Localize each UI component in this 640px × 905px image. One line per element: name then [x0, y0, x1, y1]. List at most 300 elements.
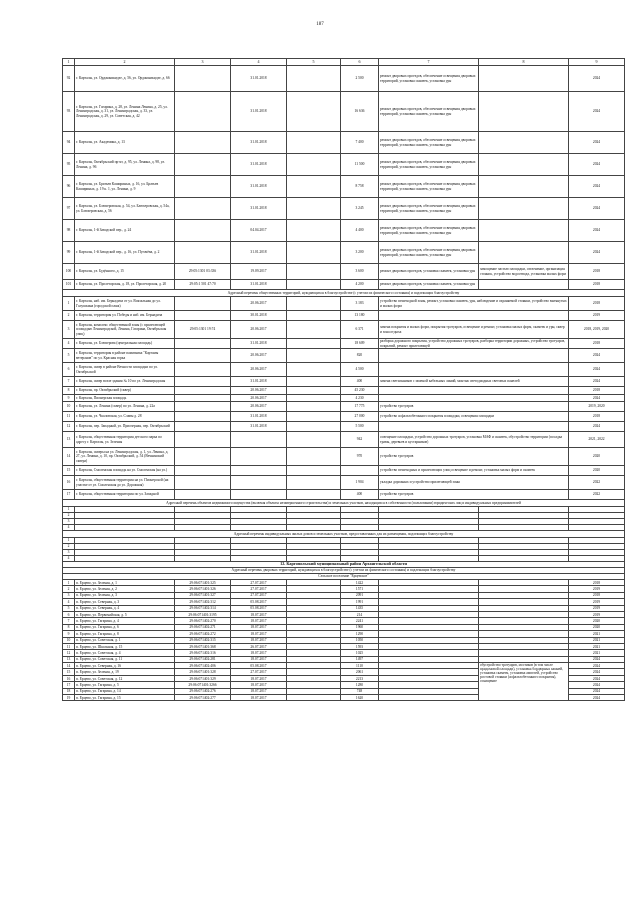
area-cell: 3 200	[341, 242, 379, 264]
area-cell: 1 904	[341, 476, 379, 490]
empty-cell	[287, 395, 341, 402]
cadastral-number-cell	[175, 92, 231, 132]
address-cell: г. Карталы, ул. Гагарина, д. 28, ул. Ленина Ленина, д. 25, ул. Ленинградская, д. 31, ул. Ленинградская, д. 33, ул. Ленинградская, д. 29, ул. Советская, д. 42	[75, 92, 175, 132]
empty-cell	[287, 198, 341, 220]
year-cell: 2024	[569, 92, 625, 132]
cadastral-number-cell: 29:06:071402:276	[175, 688, 231, 694]
works-cell: замена светильников с заменой кабельных линий, монтаж светодиодных световых панелей	[379, 377, 569, 387]
area-cell: 820	[341, 349, 379, 363]
cadastral-number-cell	[175, 220, 231, 242]
year-cell: 2024	[569, 422, 625, 432]
additional-works-cell	[479, 66, 569, 92]
year-cell: 2018	[569, 592, 625, 598]
column-number-row	[63, 59, 625, 66]
works-cell: устройство пешеходной зоны, ремонт, установка скамеек, урн, наблюдение и охраняемой стоянки, устройство вытянутых и малых форм	[379, 297, 569, 311]
address-cell: п. Ерцево, ул. Гагарина, д. 6	[75, 624, 175, 630]
row-number: 15	[63, 669, 75, 675]
empty-cell	[287, 402, 341, 412]
year-cell: 2021	[569, 637, 625, 643]
row-number: 93	[63, 92, 75, 132]
empty-cell	[287, 476, 341, 490]
column-number: 9	[569, 59, 625, 66]
inventory-date-cell	[231, 466, 287, 476]
inventory-date-cell: 27.07.2017	[231, 669, 287, 675]
table-row	[63, 198, 625, 220]
address-cell: г. Карталы, общественная территория по ул. Западной	[75, 490, 175, 500]
empty-cell	[287, 242, 341, 264]
area-cell: 3 245	[341, 198, 379, 220]
area-cell: 4 200	[341, 280, 379, 290]
table-row	[63, 321, 625, 339]
year-cell: 2018	[569, 580, 625, 586]
address-cell: г. Карталы, сквер в районе Вечности площадки по ул. Октябрьской	[75, 363, 175, 377]
inventory-date-cell: 27.07.2017	[231, 586, 287, 592]
inventory-date-cell: 31.01.2018	[231, 412, 287, 422]
inventory-date-cell: 18.07.2017	[231, 637, 287, 643]
empty-cell	[287, 490, 341, 500]
settlement-title: Сельское поселение "Ерцевское"	[63, 574, 625, 580]
row-number: 10	[63, 402, 75, 412]
additional-works-cell	[479, 220, 569, 242]
works-cell: ремонт дворовых проездов, обеспечение освещения дворовых территорий, установка скамеек, установка урн	[379, 154, 479, 176]
empty-cell	[287, 448, 341, 466]
area-cell: 400	[341, 377, 379, 387]
inventory-date-cell: 31.01.2018	[231, 377, 287, 387]
row-number: 5	[63, 349, 75, 363]
address-cell: г. Карталы, сквер возле здания № 10 по ул. Ленинградская	[75, 377, 175, 387]
table-row	[63, 432, 625, 448]
row-number: 1	[63, 538, 75, 544]
table-row	[63, 264, 625, 280]
year-cell: 2018	[569, 280, 625, 290]
row-number: 1	[63, 297, 75, 311]
area-cell: 1435	[341, 605, 379, 611]
inventory-date-cell: 19.09.2017	[231, 264, 287, 280]
year-cell: 2018	[569, 264, 625, 280]
empty-cell	[287, 297, 341, 311]
cadastral-number-cell: 29:05:1301 19:74	[175, 321, 231, 339]
cadastral-number-cell	[175, 66, 231, 92]
year-cell: 2018	[569, 339, 625, 349]
row-number: 4	[63, 599, 75, 605]
inventory-date-cell: 31.01.2018	[231, 198, 287, 220]
row-number: 101	[63, 280, 75, 290]
empty-cell	[287, 66, 341, 92]
year-cell: 2024	[569, 363, 625, 377]
inventory-date-cell: 31.01.2018	[231, 339, 287, 349]
empty-cell	[287, 377, 341, 387]
empty-cell	[287, 176, 341, 198]
row-number: 14	[63, 448, 75, 466]
area-cell: 3 183	[341, 297, 379, 311]
works-cell	[379, 349, 569, 363]
additional-works-cell	[479, 242, 569, 264]
row-number: 16	[63, 476, 75, 490]
works-cell: устройство тротуаров	[379, 402, 569, 412]
year-cell: 2024	[569, 695, 625, 701]
address-cell: п. Ерцево, ул. Советская, д. 4	[75, 650, 175, 656]
cadastral-number-cell: 29:06:071401:326	[175, 586, 231, 592]
works-cell	[379, 395, 569, 402]
additional-works-cell	[479, 132, 569, 154]
row-number: 16	[63, 675, 75, 681]
area-cell: 18 609	[341, 339, 379, 349]
inventory-date-cell: 18.07.2017	[231, 618, 287, 624]
area-cell: 17 775	[341, 402, 379, 412]
inventory-date-cell: 31.01.2018	[231, 242, 287, 264]
row-number: 2	[63, 311, 75, 321]
empty-cell	[287, 695, 341, 701]
cadastral-number-cell	[175, 490, 231, 500]
inventory-date-cell: 20.06.2017	[231, 297, 287, 311]
inventory-date-cell: 05.08.2017	[231, 599, 287, 605]
empty-cell	[287, 412, 341, 422]
empty-cell	[287, 280, 341, 290]
year-cell: 2024	[569, 656, 625, 662]
row-number: 17	[63, 682, 75, 688]
cadastral-number-cell: 29:06:071402:314	[175, 605, 231, 611]
inventory-date-cell: 18.07.2017	[231, 631, 287, 637]
year-cell: 2020	[569, 618, 625, 624]
row-number: 4	[63, 556, 75, 562]
inventory-date-cell: 20.06.2017	[231, 321, 287, 339]
row-number: 98	[63, 220, 75, 242]
works-cell: устройство тротуаров	[379, 448, 569, 466]
area-cell: 4 500	[341, 363, 379, 377]
address-cell: г. Карталы, пр. Октябрьский (сквер)	[75, 387, 175, 395]
works-cell: ремонт дворовых проездов, обеспечение освещения дворовых территорий, установка скамеек, установка урн	[379, 242, 479, 264]
year-cell: 2024	[569, 675, 625, 681]
year-cell: 2021	[569, 650, 625, 656]
cadastral-number-cell	[175, 377, 231, 387]
cadastral-number-cell: 29:06:071401:3195	[175, 611, 231, 617]
column-number: 8	[479, 59, 569, 66]
year-cell: 2020	[569, 448, 625, 466]
table-row	[63, 297, 625, 311]
row-number: 13	[63, 656, 75, 662]
row-number: 4	[63, 525, 75, 531]
inventory-date-cell: 20.06.2017	[231, 363, 287, 377]
cadastral-number-cell: 29:06:071402:272	[175, 631, 231, 637]
year-cell: 2022	[569, 476, 625, 490]
cadastral-number-cell	[175, 476, 231, 490]
works-cell	[379, 363, 569, 377]
year-cell: 2019	[569, 605, 625, 611]
area-cell: 5 500	[341, 422, 379, 432]
area-cell: 1025	[341, 650, 379, 656]
empty-cell	[287, 92, 341, 132]
cadastral-number-cell: 29:05:1 501 47:70	[175, 280, 231, 290]
table-row	[63, 66, 625, 92]
additional-works-cell	[479, 176, 569, 198]
cadastral-number-cell	[175, 297, 231, 311]
table-row	[63, 402, 625, 412]
inventory-date-cell: 18.07.2017	[231, 688, 287, 694]
year-cell: 2024	[569, 66, 625, 92]
cadastral-number-cell: 29:06:071401:327	[175, 592, 231, 598]
area-cell: 1497	[341, 656, 379, 662]
address-cell: г. Карталы, пер. Западный, ул. Приозерная, пер. Октябрьский	[75, 422, 175, 432]
address-cell: п. Ерцево, ул. Северная, д. 3	[75, 599, 175, 605]
year-cell: 2024	[569, 132, 625, 154]
row-number: 3	[63, 550, 75, 556]
works-cell: ремонт дворовых проездов, обеспечение освещения дворовых территорий, установка скамеек, установка урн	[379, 132, 479, 154]
additional-works-cell	[479, 154, 569, 176]
cadastral-number-cell: 29:06:071402:316	[175, 650, 231, 656]
inventory-date-cell: 20.06.2017	[231, 402, 287, 412]
inventory-date-cell: 20.06.2017	[231, 387, 287, 395]
area-cell: 2213	[341, 675, 379, 681]
works-cell: укладка дорожных и устройство прилегающей зоны	[379, 476, 569, 490]
column-number: 1	[63, 59, 75, 66]
table-row	[63, 363, 625, 377]
column-number: 5	[287, 59, 341, 66]
year-cell: 2018	[569, 387, 625, 395]
row-number: 10	[63, 637, 75, 643]
cadastral-number-cell: 29:06:071402:277	[175, 695, 231, 701]
table-row	[63, 476, 625, 490]
year-cell: 2018, 2019, 2020	[569, 321, 625, 339]
address-cell: п. Ерцево, ул. Зеленая, д. 2	[75, 586, 175, 592]
inventory-date-cell: 31.01.2018	[231, 92, 287, 132]
address-cell: г. Карталы, ул. Будённого, д. 15	[75, 264, 175, 280]
additional-works-cell	[479, 198, 569, 220]
inventory-date-cell	[231, 490, 287, 500]
year-cell: 2018	[569, 412, 625, 422]
cadastral-number-cell	[175, 395, 231, 402]
column-number: 2	[75, 59, 175, 66]
empty-cell	[287, 132, 341, 154]
table-row	[63, 377, 625, 387]
row-number: 2	[63, 544, 75, 550]
cadastral-number-cell: 29:06:071401:328	[175, 669, 231, 675]
cadastral-number-cell: 29:06:071402:281	[175, 656, 231, 662]
address-cell: г. Карталы, комплекс общественной зоны (с прилегающей площадью Ленинградской, Ленина, Гагарина, Октябрьская улиц)	[75, 321, 175, 339]
address-cell: г. Карталы, ул. Братьев Кашириных, д. 16, ул. Братьев Кашириных, д. 19 к. 1, ул. Ленина, д. 9	[75, 176, 175, 198]
empty-cell	[287, 321, 341, 339]
section-title: Адресный перечень объектов недвижимого имущества (включая объекты незавершенного строительства) и земельных участков, находящихся в собственности (пользовании) юридических лиц и индивидуальных предпринимателей	[63, 500, 625, 507]
year-cell: 2022	[569, 490, 625, 500]
inventory-date-cell: 18.07.2017	[231, 650, 287, 656]
works-cell: ремонт дворовых проездов, установка скамеек, установка урн	[379, 264, 479, 280]
table-row	[63, 242, 625, 264]
row-number: 8	[63, 624, 75, 630]
row-number: 3	[63, 321, 75, 339]
address-cell: г. Карталы, территория в районе памятника "Картамы ветеранов" по ул. Красная горка	[75, 349, 175, 363]
area-cell: 8 758	[341, 176, 379, 198]
table-row	[63, 387, 625, 395]
address-cell: г. Карталы, скверы на ул. Ленинградская, д. 1, ул. Ленина, д. 27, ул. Ленина, д. 10, пр. Октябрьский, д. 54 (Вечнинский сквера)	[75, 448, 175, 466]
address-cell: г. Карталы, Смоленская площадь на ул. Смоленская (на ул.)	[75, 466, 175, 476]
inventory-date-cell: 20.06.2017	[231, 349, 287, 363]
address-cell: п. Ерцево, ул. Северная, д. 16	[75, 663, 175, 669]
year-cell: 2024	[569, 663, 625, 669]
year-cell: 2024	[569, 198, 625, 220]
year-cell: 2024	[569, 395, 625, 402]
area-cell: 1991	[341, 599, 379, 605]
inventory-date-cell: 18.07.2017	[231, 611, 287, 617]
section-title: Адресный перечень дворовых территорий, нуждающихся в благоустройстве (с учетом их физического состояния) и подлежащих благоустройству	[63, 568, 625, 574]
table-row	[63, 92, 625, 132]
works-cell	[379, 311, 569, 321]
works-cell: ремонт дворовых проездов, обеспечение освещения дворовых территорий, установка скамеек, установка урн	[379, 176, 479, 198]
table-row	[63, 412, 625, 422]
row-number: 2	[63, 586, 75, 592]
works-cell: обустройство тротуаров, мостиков (в том числе придомовой площади), установка бордюрных камней, установка скамеек, установка ампелей, устройство ростовой стоянки (асфальтобетонного покрытия), оснащение	[479, 663, 569, 701]
area-cell: 7 400	[341, 132, 379, 154]
cadastral-number-cell	[175, 422, 231, 432]
cadastral-number-cell: 29:06:071402:315	[175, 637, 231, 643]
row-number: 95	[63, 154, 75, 176]
page-number: 187	[316, 22, 324, 27]
row-number: 12	[63, 650, 75, 656]
area-cell: 2061	[341, 669, 379, 675]
row-number: 92	[63, 66, 75, 92]
area-cell: 1290	[341, 631, 379, 637]
empty-cell	[287, 432, 341, 448]
row-number: 3	[63, 519, 75, 525]
area-cell: 27 000	[341, 412, 379, 422]
cadastral-number-cell	[175, 448, 231, 466]
district-title: 12. Каргопольский муниципальный район Архангельской области	[63, 562, 625, 568]
year-cell: 2024	[569, 349, 625, 363]
cadastral-number-cell	[175, 402, 231, 412]
row-number: 19	[63, 695, 75, 701]
address-cell: г. Карталы, ул. Чкаловская, ул. Славы д. 28	[75, 412, 175, 422]
address-cell: п. Ерцево, ул. Зеленая, д. 19	[75, 669, 175, 675]
area-cell: 1110	[341, 663, 379, 669]
inventory-date-cell: 31.01.2018	[231, 154, 287, 176]
table-row	[63, 466, 625, 476]
address-cell: г. Карталы, ул. Орджоникидзе, д. 56, ул. Орджоникидзе, д. 66	[75, 66, 175, 92]
row-number: 7	[63, 618, 75, 624]
address-cell: г. Карталы, общественная территория на ул. Пионерской (на участке от ул. Смоленская до ул. Дорожная)	[75, 476, 175, 490]
cadastral-number-cell: 29:06:071401:3266	[175, 682, 231, 688]
address-cell: п. Ерцево, ул. Зеленая, д. 1	[75, 580, 175, 586]
cadastral-number-cell: 29:06:071402:271	[175, 624, 231, 630]
area-cell: 970	[341, 448, 379, 466]
cadastral-number-cell	[175, 176, 231, 198]
inventory-date-cell: 18.07.2017	[231, 682, 287, 688]
area-cell	[341, 466, 379, 476]
empty-cell	[287, 349, 341, 363]
table-row	[63, 448, 625, 466]
inventory-date-cell: 18.07.2017	[231, 675, 287, 681]
address-cell: п. Ерцево, ул. Гагарина, д. 5	[75, 682, 175, 688]
column-number: 7	[379, 59, 479, 66]
inventory-date-cell: 27.07.2017	[231, 580, 287, 586]
row-number: 4	[63, 339, 75, 349]
section-title: Адресный перечень индивидуальных жилых домов и земельных участков, предоставленных для их размещения, подлежащих благоустройству	[63, 531, 625, 538]
row-number: 15	[63, 466, 75, 476]
area-cell: 16 636	[341, 92, 379, 132]
inventory-date-cell: 04.04.2017	[231, 220, 287, 242]
year-cell: 2019	[569, 586, 625, 592]
area-cell: 1960	[341, 624, 379, 630]
inventory-date-cell	[231, 432, 287, 448]
area-cell: 1593	[341, 643, 379, 649]
address-cell: п. Ерцево, ул. Зеленая, д. 3	[75, 592, 175, 598]
year-cell: 2019, 2020	[569, 402, 625, 412]
cadastral-number-cell	[175, 242, 231, 264]
year-cell: 2019	[569, 311, 625, 321]
area-cell: 1280	[341, 682, 379, 688]
section-heading	[63, 290, 625, 297]
inventory-date-cell	[231, 448, 287, 466]
address-cell: п. Ерцево, ул. Гагарина, д. 4	[75, 618, 175, 624]
row-number: 14	[63, 663, 75, 669]
table-row	[63, 280, 625, 290]
row-number: 94	[63, 132, 75, 154]
cadastral-number-cell	[175, 339, 231, 349]
cadastral-number-cell: 29:06:071401:325	[175, 580, 231, 586]
cadastral-number-cell: 29:06:071401:368	[175, 643, 231, 649]
cadastral-number-cell: 29:06:071402:270	[175, 618, 231, 624]
address-cell: г. Карталы, общественная территория детского парка по адресу г. Карталы, ул. Зеленая	[75, 432, 175, 448]
table-row	[63, 395, 625, 402]
address-cell: п. Ерцево, ул. Советская, д. 11	[75, 656, 175, 662]
inventory-date-cell: 31.01.2018	[231, 176, 287, 198]
cadastral-number-cell: 29:06:071401:329	[175, 675, 231, 681]
year-cell: 2024	[569, 242, 625, 264]
area-cell: 214	[341, 611, 379, 617]
row-number: 99	[63, 242, 75, 264]
inventory-date-cell: 18.07.2017	[231, 695, 287, 701]
row-number: 5	[63, 605, 75, 611]
works-cell: ремонт дворовых проездов, обеспечение освещения дворовых территорий, установка скамеек, установка урн	[379, 220, 479, 242]
row-number: 1	[63, 507, 75, 513]
works-cell: устройство пешеходных и прилегающих улиц освещение и ремонт, установка малых форм и скамеек	[379, 466, 569, 476]
table-row	[63, 339, 625, 349]
area-cell: 748	[341, 688, 379, 694]
inventory-date-cell: 05.08.2017	[231, 605, 287, 611]
address-cell: г. Карталы, Октябрьский пр-кт, д. 95, ул. Ленина, д. 98, ул. Ленина, д. 96	[75, 154, 175, 176]
year-cell: 2021	[569, 643, 625, 649]
row-number: 6	[63, 363, 75, 377]
year-cell: 2019	[569, 611, 625, 617]
row-number: 3	[63, 592, 75, 598]
works-cell	[379, 387, 569, 395]
section-heading	[63, 500, 625, 507]
table-row	[63, 154, 625, 176]
area-cell: 4 230	[341, 395, 379, 402]
empty-cell	[287, 220, 341, 242]
row-number: 96	[63, 176, 75, 198]
year-cell: 2021, 2022	[569, 432, 625, 448]
inventory-date-cell: 18.07.2017	[231, 656, 287, 662]
additional-works-cell	[479, 92, 569, 132]
year-cell: 2021	[569, 631, 625, 637]
year-cell: 2024	[569, 176, 625, 198]
row-number: 2	[63, 513, 75, 519]
address-cell: п. Ерцево, ул. Советская, д. 1	[75, 637, 175, 643]
year-cell: 2024	[569, 688, 625, 694]
area-cell: 1050	[341, 637, 379, 643]
area-cell: 3 600	[341, 264, 379, 280]
works-cell: замена покрытия и малых форм, покрытия тротуаров, освещение и ремонт, установка малых форм, скамеек и урн, сквер и зона отдыха	[379, 321, 569, 339]
inventory-date-cell: 31.01.2018	[231, 66, 287, 92]
row-number: 1	[63, 580, 75, 586]
works-cell: ремонт дворовых проездов, установка скамеек, установка урн	[379, 280, 479, 290]
inventory-date-cell: 05.08.2017	[231, 663, 287, 669]
cadastral-number-cell: 29:05:1301 03:336	[175, 264, 231, 280]
row-number: 18	[63, 688, 75, 694]
address-cell: п. Ерцево, ул. Первомайская, д. 5	[75, 611, 175, 617]
inventory-date-cell: 18.07.2017	[231, 624, 287, 630]
empty-cell	[287, 311, 341, 321]
address-cell: г. Карталы, ул. Блюхеровская, д. 54, ул. Блюхеровская, д. 54а, ул. Блюхеровская, д. 56	[75, 198, 175, 220]
inventory-date-cell: 30.01.2018	[231, 311, 287, 321]
